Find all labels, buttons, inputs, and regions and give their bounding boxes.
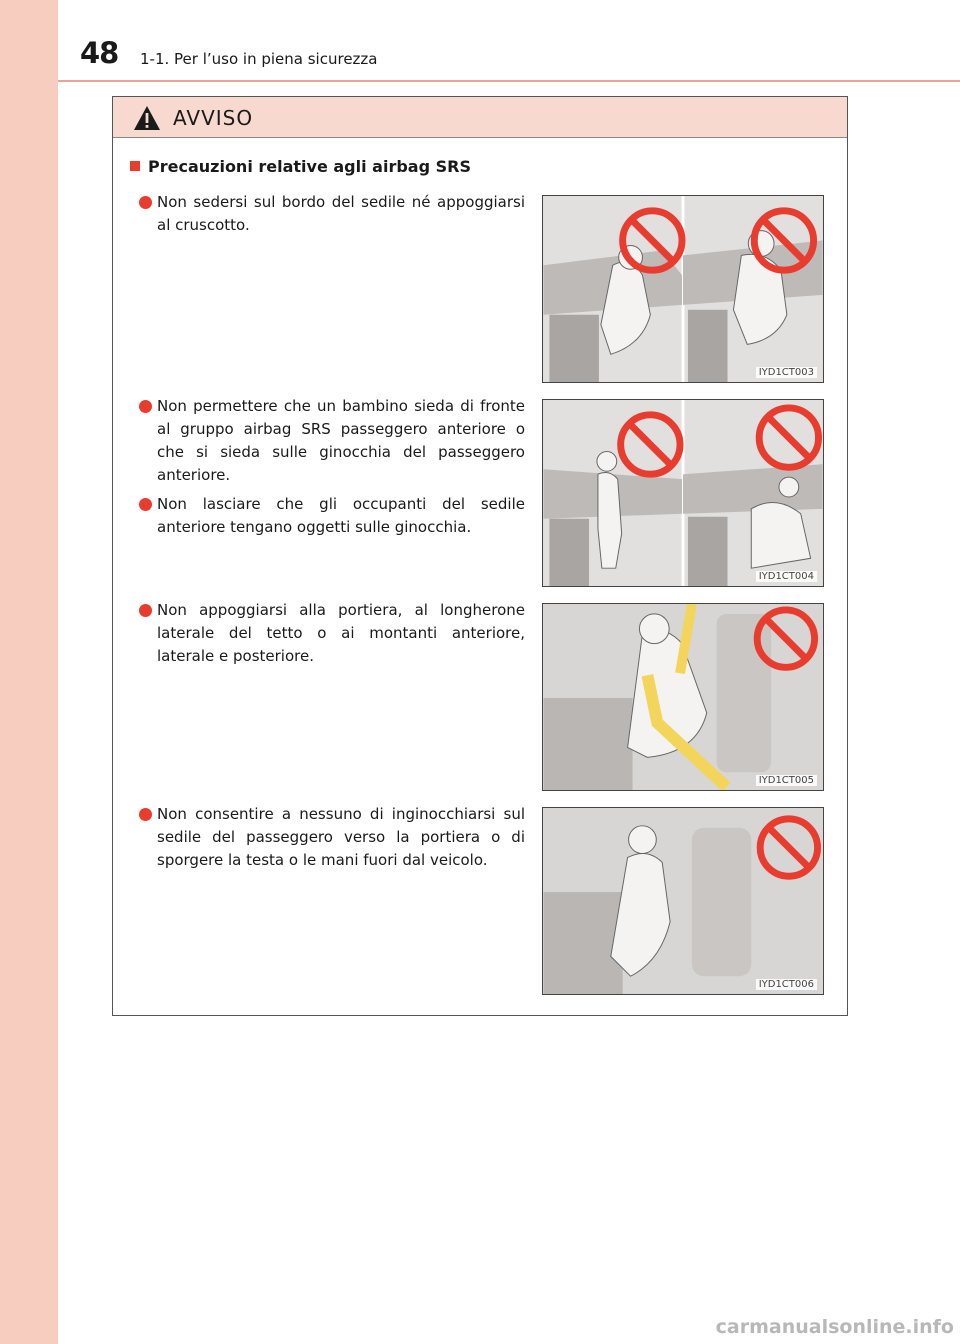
bullet-icon [139, 400, 152, 413]
illustration-image [543, 604, 823, 790]
watermark: carmanualsonline.info [715, 1316, 954, 1338]
illustration-kneeling [542, 807, 824, 995]
chapter-title: 1-1. Per l’uso in piena sicurezza [140, 50, 378, 68]
list-item [139, 191, 525, 237]
section-title-text: Precauzioni relative agli airbag SRS [148, 157, 471, 176]
illustration-door-lean [542, 603, 824, 791]
illustration-image [543, 400, 823, 586]
figure-code: IYD1CT003 [756, 367, 817, 378]
list-item-text: Non sedersi sul bordo del sedile né appoggiarsi al cruscotto. [157, 193, 525, 234]
illustration-dashboard-lean [542, 195, 824, 383]
illustration-child-front [542, 399, 824, 587]
square-bullet-icon [130, 161, 140, 171]
list-item [139, 395, 525, 487]
bullet-icon [139, 604, 152, 617]
warning-triangle-icon [133, 105, 161, 131]
figure-code: IYD1CT006 [756, 979, 817, 990]
warning-header [113, 97, 847, 138]
list-item [139, 493, 525, 539]
list-item-text: Non appoggiarsi alla portiera, al longherone laterale del tetto o ai montanti anteriore, laterale e posteriore. [157, 601, 525, 665]
illustration-image [543, 808, 823, 994]
figure-code: IYD1CT004 [756, 571, 817, 582]
side-strip [0, 0, 58, 1344]
list-item [139, 599, 525, 668]
list-item-text: Non permettere che un bambino sieda di fronte al gruppo airbag SRS passeggero anteriore o che si sieda sulle ginocchia del passeggero anteriore. [157, 397, 525, 484]
section-title [130, 157, 471, 176]
warning-box [112, 96, 848, 1016]
list-item-text: Non lasciare che gli occupanti del sedile anteriore tengano oggetti sulle ginocchia. [157, 495, 525, 536]
list-item-text: Non consentire a nessuno di inginocchiarsi sul sedile del passeggero verso la portiera o di sporgere la testa o le mani fuori dal veicolo. [157, 805, 525, 869]
illustration-image [543, 196, 823, 382]
page-number: 48 [80, 36, 119, 70]
page-header [58, 0, 960, 82]
bullet-icon [139, 196, 152, 209]
figure-code: IYD1CT005 [756, 775, 817, 786]
bullet-icon [139, 808, 152, 821]
bullet-icon [139, 498, 152, 511]
warning-title: AVVISO [173, 106, 254, 130]
list-item [139, 803, 525, 872]
